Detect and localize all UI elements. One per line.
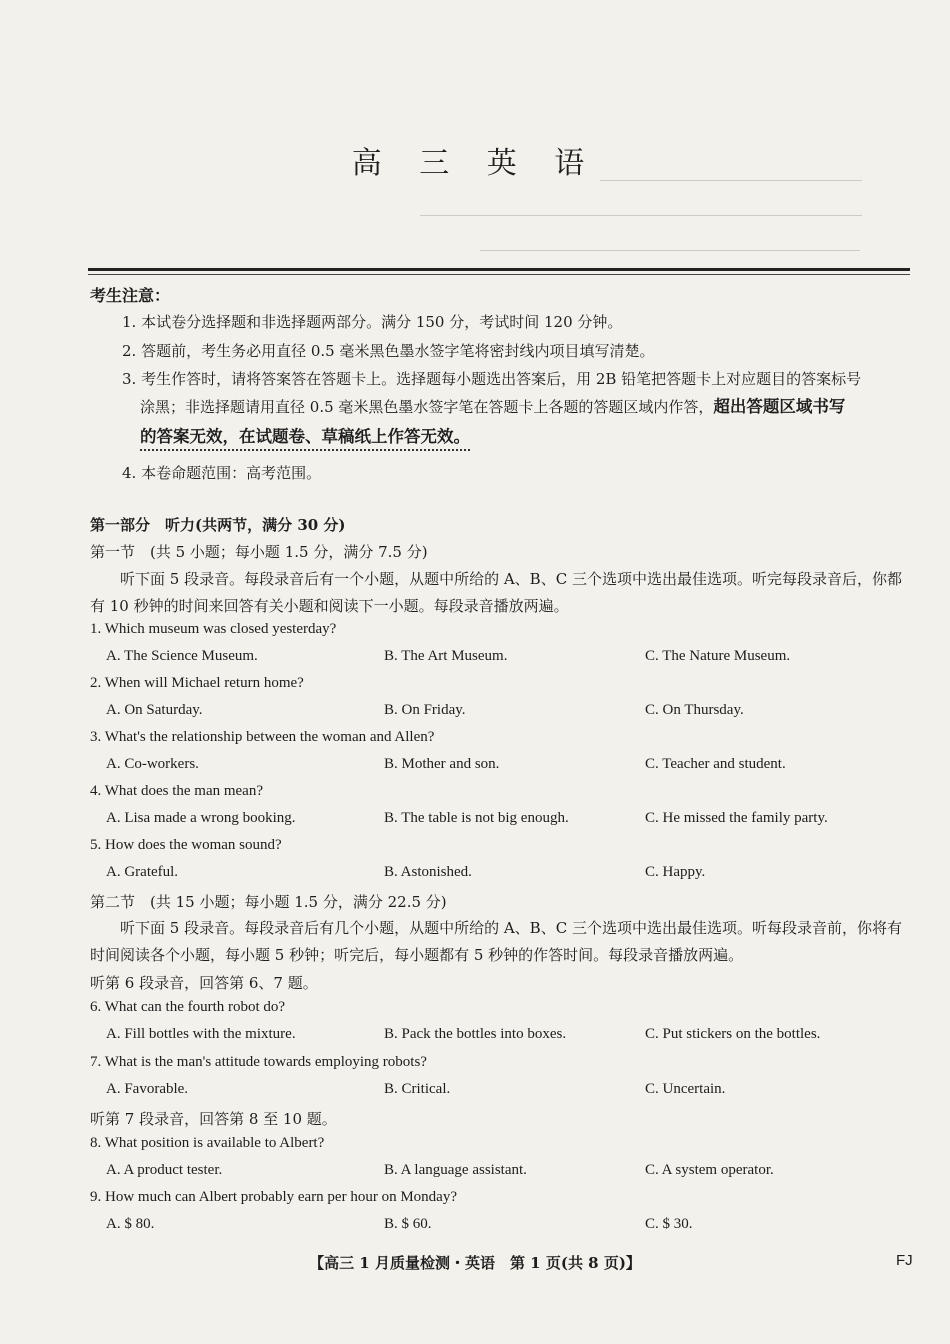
q2-option-a: A. On Saturday. <box>106 702 203 718</box>
notice-emphasis-dotted: 的答案无效，在试题卷、草稿纸上作答无效。 <box>140 427 470 451</box>
q5-option-c: C. Happy. <box>645 864 706 880</box>
q1-option-c: C. The Nature Museum. <box>645 648 791 664</box>
question-7: 7. What is the man's attitude towards employing robots? <box>90 1054 427 1070</box>
notice-item-1: 1. 本试卷分选择题和非选择题两部分。满分 150 分，考试时间 120 分钟。 <box>122 313 623 331</box>
q3-option-b: B. Mother and son. <box>384 756 500 772</box>
q6-option-c: C. Put stickers on the bottles. <box>645 1026 821 1042</box>
part1-heading: 第一部分 听力(共两节，满分 30 分) <box>90 516 346 534</box>
decorative-line <box>480 250 860 251</box>
question-8: 8. What position is available to Albert? <box>90 1135 325 1151</box>
q5-option-a: A. Grateful. <box>106 864 179 880</box>
header-rule-thin <box>88 274 910 275</box>
q7-option-b: B. Critical. <box>384 1081 451 1097</box>
question-5: 5. How does the woman sound? <box>90 837 282 853</box>
group7-instruction: 听第 7 段录音，回答第 8 至 10 题。 <box>90 1110 337 1128</box>
section2-instruction: 听下面 5 段录音。每段录音后有几个小题，从题中所给的 A、B、C 三个选项中选出最佳选项。听每段录音前，你将有时间阅读各个小题，每小题 5 秒钟；听完后，每小题都有 5 秒钟的作答时间。每段录音播放两遍。 <box>90 919 902 964</box>
notice-item-3-cont <box>140 397 912 417</box>
q6-option-a: A. Fill bottles with the mixture. <box>106 1026 296 1042</box>
footer-code: FJ <box>896 1252 913 1269</box>
notice-item-3-line3 <box>140 427 912 447</box>
question-3: 3. What's the relationship between the woman and Allen? <box>90 729 435 745</box>
question-9: 9. How much can Albert probably earn per hour on Monday? <box>90 1189 457 1205</box>
notice-item-3-emphasis: 超出答题区域书写 <box>713 397 846 416</box>
page-footer: 【高三 1 月质量检测・英语 第 1 页(共 8 页)】 <box>309 1254 641 1272</box>
q7-option-a: A. Favorable. <box>106 1081 189 1097</box>
notice-item-4: 4. 本卷命题范围：高考范围。 <box>122 464 322 482</box>
q1-option-a: A. The Science Museum. <box>106 648 258 664</box>
q5-option-b: B. Astonished. <box>384 864 472 880</box>
q9-option-a: A. $ 80. <box>106 1216 155 1232</box>
notice-item-3-line2: 涂黑；非选择题请用直径 0.5 毫米黑色墨水签字笔在答题卡上各题的答题区域内作答， <box>140 398 714 416</box>
q1-option-b: B. The Art Museum. <box>384 648 508 664</box>
q4-option-a: A. Lisa made a wrong booking. <box>106 810 296 826</box>
q3-option-c: C. Teacher and student. <box>645 756 786 772</box>
section2-heading: 第二节 (共 15 小题；每小题 1.5 分，满分 22.5 分) <box>90 893 447 911</box>
q6-option-b: B. Pack the bottles into boxes. <box>384 1026 567 1042</box>
notice-heading: 考生注意： <box>90 286 171 305</box>
notice-item-2: 2. 答题前，考生务必用直径 0.5 毫米黑色墨水签字笔将密封线内项目填写清楚。 <box>122 342 655 360</box>
q8-option-c: C. A system operator. <box>645 1162 774 1178</box>
q3-option-a: A. Co-workers. <box>106 756 199 772</box>
q8-option-a: A. A product tester. <box>106 1162 223 1178</box>
q8-option-b: B. A language assistant. <box>384 1162 527 1178</box>
question-4: 4. What does the man mean? <box>90 783 263 799</box>
q9-option-c: C. $ 30. <box>645 1216 693 1232</box>
notice-item-3: 3. 考生作答时，请将答案答在答题卡上。选择题每小题选出答案后，用 2B 铅笔把答题卡上对应题目的答案标号 <box>122 370 862 388</box>
decorative-line <box>420 215 862 216</box>
exam-title: 高 三 英 语 <box>351 146 599 181</box>
question-2: 2. When will Michael return home? <box>90 675 304 691</box>
q2-option-c: C. On Thursday. <box>645 702 744 718</box>
q9-option-b: B. $ 60. <box>384 1216 432 1232</box>
q2-option-b: B. On Friday. <box>384 702 466 718</box>
q7-option-c: C. Uncertain. <box>645 1081 726 1097</box>
group6-instruction: 听第 6 段录音，回答第 6、7 题。 <box>90 974 318 992</box>
section1-heading: 第一节 (共 5 小题；每小题 1.5 分，满分 7.5 分) <box>90 543 428 561</box>
q4-option-c: C. He missed the family party. <box>645 810 828 826</box>
question-1: 1. Which museum was closed yesterday? <box>90 621 337 637</box>
header-rule <box>88 268 910 271</box>
q4-option-b: B. The table is not big enough. <box>384 810 569 826</box>
question-6: 6. What can the fourth robot do? <box>90 999 286 1015</box>
section1-instruction: 听下面 5 段录音。每段录音后有一个小题，从题中所给的 A、B、C 三个选项中选出最佳选项。听完每段录音后，你都有 10 秒钟的时间来回答有关小题和阅读下一小题。每段录音播放两遍。 <box>90 570 902 615</box>
